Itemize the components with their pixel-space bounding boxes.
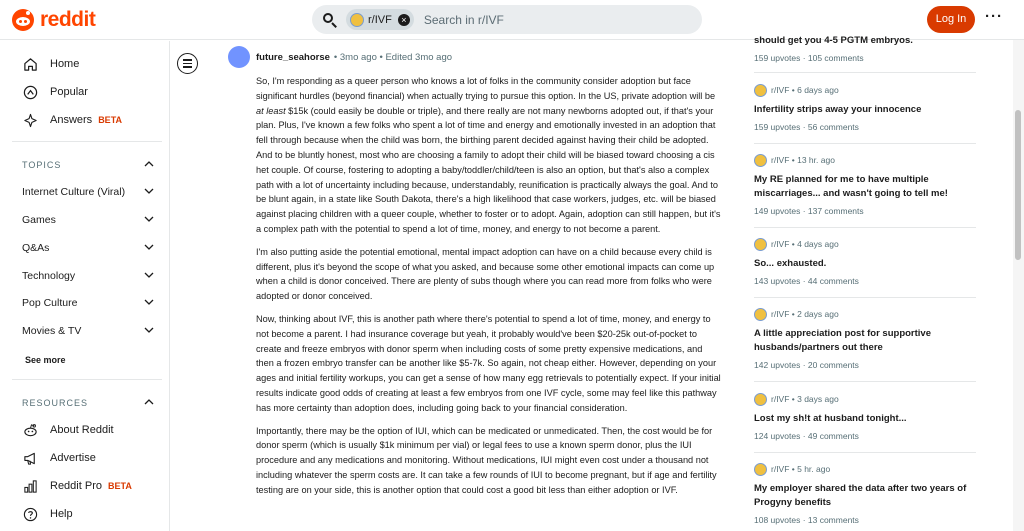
subreddit-avatar-icon xyxy=(754,393,767,406)
related-post-stats: 159 upvotes · 105 comments xyxy=(754,53,864,63)
subreddit-avatar-icon xyxy=(754,238,767,251)
reddit-logo-icon xyxy=(12,9,34,31)
related-post-title[interactable]: So... exhausted. xyxy=(754,258,827,269)
related-post-title[interactable]: A little appreciation post for supportive husbands/partners out there xyxy=(754,328,931,353)
topic-label: Q&As xyxy=(22,242,50,254)
comment-body xyxy=(256,74,722,506)
divider xyxy=(754,297,976,298)
chevron-up-icon xyxy=(144,159,154,170)
resources-header-label: RESOURCES xyxy=(22,397,89,408)
search-bar[interactable] xyxy=(312,5,702,34)
divider xyxy=(12,141,162,142)
related-post[interactable] xyxy=(754,153,976,216)
related-post[interactable] xyxy=(754,83,976,132)
chevron-down-icon xyxy=(144,298,154,309)
subreddit-chip[interactable] xyxy=(346,9,414,30)
divider xyxy=(754,381,976,382)
related-post-title[interactable]: should get you 4-5 PGTM embryos. xyxy=(754,35,913,46)
related-post[interactable] xyxy=(754,392,976,441)
sidebar-item-label: Help xyxy=(50,508,73,520)
topic-qas[interactable] xyxy=(22,242,154,254)
related-post-subreddit: r/IVF • 13 hr. ago xyxy=(754,153,976,167)
sidebar-item-label: Home xyxy=(50,58,80,70)
topic-label: Internet Culture (Viral) xyxy=(22,186,126,198)
comment-paragraph: Now, thinking about IVF, this is another path where there's potential to spend a lot of time, money, and energy to not become a parent. I had insurance coverage but yeah, it probably would've been $20-25k out-of-pocket to create and freeze embryos with donor sperm when including costs of some pretty expensive medications, and then a frozen embryo transfer can be another like $5-7k. So again, not cheap either. However, depending on your ages and initial fertility workups, you can get a sense of how many egg retrievals to potentially expect. If your initial results indicate good odds of creating at least a few embryos from one IVF cycle, some may feel like this pathway has more certainty than adoption does, including going back to your financial consideration. xyxy=(256,313,721,413)
beta-badge: BETA xyxy=(98,115,123,125)
resources-header[interactable] xyxy=(22,397,154,408)
popular-icon xyxy=(22,84,39,101)
help-icon xyxy=(22,506,39,523)
divider xyxy=(12,379,162,380)
topics-header[interactable] xyxy=(22,159,154,170)
sidebar-item-reddit-pro[interactable] xyxy=(22,476,132,496)
comment-paragraph: Importantly, there may be the option of IUI, which can be medicated or unmedicated. Then, the cost would be for donor sperm (which is usually $1k minimum per vial) or legal fees to use a known sperm donor, plus the IUI procedure and any medications and monitoring. Without medications, IUI might even cost under a thousand not including whatever the sperm costs are. It can take a few rounds of IUI to become pregnant, but if age and fertility testing are on your side, this is another option that could cost a good bit less than either adoption or IVF. xyxy=(256,425,717,495)
reddit-pro-icon xyxy=(22,478,39,495)
related-post-title[interactable]: Infertility strips away your innocence xyxy=(754,104,922,115)
divider xyxy=(754,72,976,73)
about-reddit-icon xyxy=(22,422,39,439)
sidebar-item-about-reddit[interactable] xyxy=(22,420,114,440)
beta-badge: BETA xyxy=(107,481,132,491)
comment-paragraph: So, I'm responding as a queer person who knows a lot of folks in the community consider adoption but face significant hurdles (beyond financial) when actually trying to pursue this option. In the US, private adoption will be at least $15k (could easily be double or triple), and there really are not many newborns adopted out, if that's your plan. Plus, I've known a few folks who spent a lot of time and energy and emotionally invested in an adoption that fell through because when the child was born, the birthing parent decided against having their child be adopted. And to be bluntly honest, most who are choosing a family to adopt their child will be biased toward choosing a cis het couple. Of course, fostering to adopting a baby/toddler/child/teen is also an option, but that's also a complex path with a lot of uncertainty including because, understandably, reunification is practically always the goal. And to be blunt again, in a state like South Dakota, there's a high likelihood that case workers, judges, etc. will be biased against placing children with a queer couple, whether to foster or to adopt. Again, adoption can still happen, but it's a complex path with the potential to spend a lot of time, money, and energy to not become a parent. xyxy=(256,76,721,234)
related-post[interactable] xyxy=(754,34,976,63)
comment-meta: • 3mo ago • Edited 3mo ago xyxy=(333,51,453,63)
divider xyxy=(754,452,976,453)
sidebar-item-label: About Reddit xyxy=(50,424,114,436)
related-post-stats: 159 upvotes · 56 comments xyxy=(754,122,859,132)
related-post-subreddit: r/IVF • 5 hr. ago xyxy=(754,462,976,476)
sidebar-item-popular[interactable] xyxy=(22,82,88,102)
topic-movies-tv[interactable] xyxy=(22,325,154,337)
sidebar-item-advertise[interactable] xyxy=(22,448,96,468)
megaphone-icon xyxy=(22,450,39,467)
related-post-subreddit: r/IVF • 6 days ago xyxy=(754,83,976,97)
comment-author[interactable]: future_seahorse xyxy=(256,51,330,63)
comment-paragraph: I'm also putting aside the potential emotional, mental impact adoption can have on a child because every child is different, plus it's beyond the scope of what you asked, and because some other emotional impacts can come up when a child is donor conceived. There are plenty of subs though where you can read more from folks who were adopted or donor conceived. xyxy=(256,246,715,302)
related-post-stats: 143 upvotes · 44 comments xyxy=(754,276,859,286)
divider xyxy=(754,227,976,228)
chevron-up-icon xyxy=(144,397,154,408)
sidebar-item-help[interactable] xyxy=(22,504,73,524)
sidebar-item-label: Reddit Pro xyxy=(50,480,102,492)
related-post-title[interactable]: My RE planned for me to have multiple miscarriages... and wasn't going to tell me! xyxy=(754,174,948,199)
comment-header xyxy=(228,44,728,70)
search-icon xyxy=(323,13,337,27)
related-post-subreddit: r/IVF • 3 days ago xyxy=(754,392,976,406)
related-post-title[interactable]: Lost my sh!t at husband tonight... xyxy=(754,413,907,424)
topic-pop-culture[interactable] xyxy=(22,297,154,309)
topic-label: Games xyxy=(22,214,56,226)
scrollbar-thumb[interactable] xyxy=(1015,110,1021,260)
related-post[interactable] xyxy=(754,462,976,525)
chevron-down-icon xyxy=(144,326,154,337)
chevron-down-icon xyxy=(144,187,154,198)
subreddit-chip-label: r/IVF xyxy=(368,13,392,26)
user-avatar[interactable] xyxy=(228,46,250,68)
reddit-logo[interactable] xyxy=(12,8,95,32)
related-post-stats: 108 upvotes · 13 comments xyxy=(754,515,859,525)
more-options-icon[interactable]: ··· xyxy=(985,8,1003,25)
related-post-stats: 124 upvotes · 49 comments xyxy=(754,431,859,441)
subreddit-avatar-icon xyxy=(754,463,767,476)
related-post[interactable] xyxy=(754,237,976,286)
related-post[interactable] xyxy=(754,307,976,370)
topics-header-label: TOPICS xyxy=(22,159,62,170)
related-post-title[interactable]: My employer shared the data after two years of Progyny benefits xyxy=(754,483,967,508)
home-icon xyxy=(22,56,39,73)
search-input[interactable] xyxy=(424,13,674,27)
related-post-subreddit: r/IVF • 4 days ago xyxy=(754,237,976,251)
chevron-down-icon xyxy=(144,243,154,254)
left-sidebar xyxy=(0,41,170,531)
answers-icon xyxy=(22,112,39,129)
sidebar-item-label: Popular xyxy=(50,86,88,98)
related-post-stats: 149 upvotes · 137 comments xyxy=(754,206,864,216)
topic-label: Movies & TV xyxy=(22,325,82,337)
topic-label: Technology xyxy=(22,270,76,282)
topic-internet-culture[interactable] xyxy=(22,186,154,198)
sidebar-item-answers[interactable] xyxy=(22,110,122,130)
login-button[interactable]: Log In xyxy=(927,6,975,33)
subreddit-avatar-icon xyxy=(754,84,767,97)
see-more-button[interactable]: See more xyxy=(25,355,66,365)
subreddit-avatar-icon xyxy=(350,13,364,27)
topic-games[interactable] xyxy=(22,214,154,226)
logo-text: reddit xyxy=(40,8,96,31)
divider xyxy=(754,143,976,144)
chevron-down-icon xyxy=(144,215,154,226)
related-post-stats: 142 upvotes · 20 comments xyxy=(754,360,859,370)
subreddit-avatar-icon xyxy=(754,308,767,321)
comment xyxy=(228,44,728,495)
chip-close-icon[interactable]: × xyxy=(398,14,410,26)
sidebar-item-label: Answers xyxy=(50,114,93,126)
menu-toggle-button[interactable] xyxy=(177,53,198,74)
topic-technology[interactable] xyxy=(22,270,154,282)
page-scrollbar[interactable] xyxy=(1013,40,1024,531)
sidebar-item-home[interactable] xyxy=(22,54,79,74)
subreddit-avatar-icon xyxy=(754,154,767,167)
topic-label: Pop Culture xyxy=(22,297,78,309)
related-post-subreddit: r/IVF • 2 days ago xyxy=(754,307,976,321)
sidebar-item-label: Advertise xyxy=(50,452,96,464)
chevron-down-icon xyxy=(144,271,154,282)
